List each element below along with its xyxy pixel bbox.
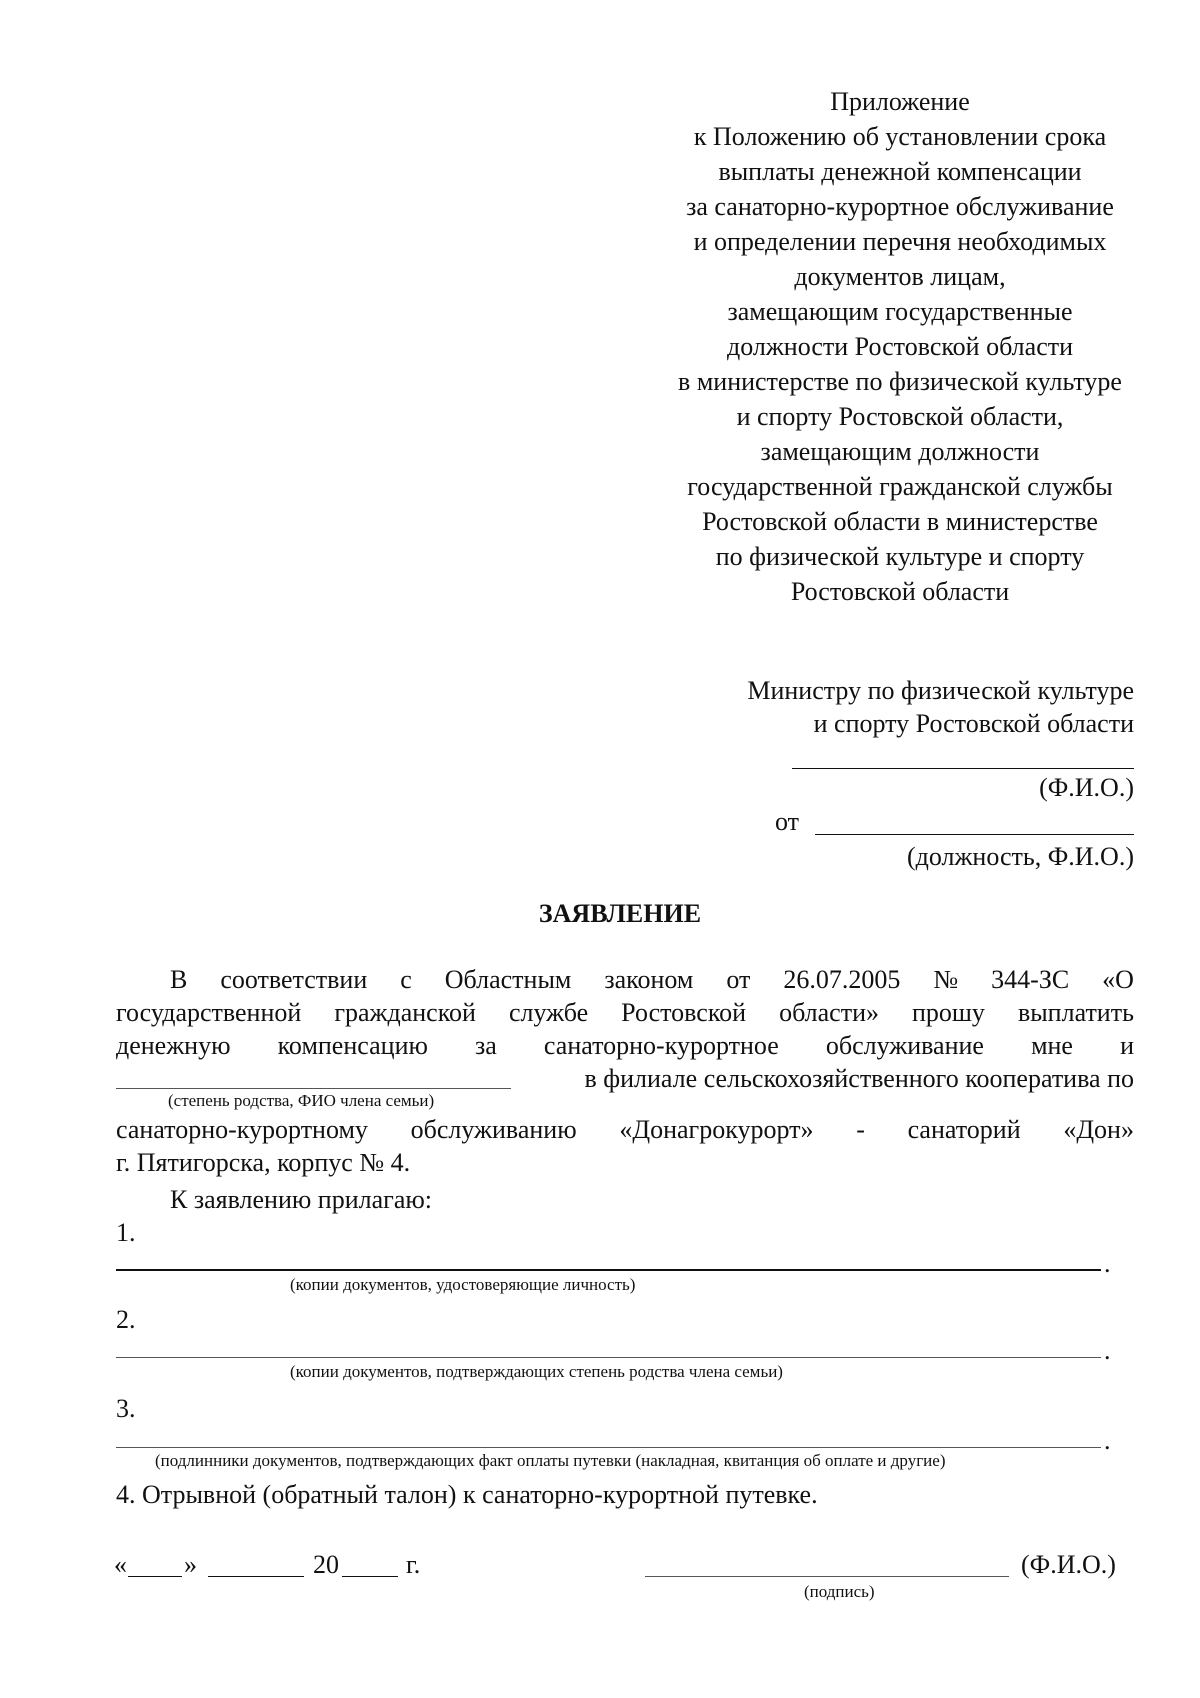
header-line: и спорту Ростовской области, <box>736 402 1064 431</box>
word: службе <box>508 998 589 1027</box>
attachment-1-dot: . <box>1104 1249 1111 1278</box>
attachment-1-number: 1. <box>116 1218 136 1247</box>
word: выплатить <box>1017 998 1134 1027</box>
word: «О <box>1102 965 1134 994</box>
body-line-6: г. Пятигорска, корпус № 4. <box>116 1148 411 1177</box>
attachment-2-caption: (копии документов, подтверждающих степень родства члена семьи) <box>290 1362 783 1381</box>
word: государственной <box>116 998 302 1027</box>
attachment-2-dot: . <box>1104 1336 1111 1365</box>
word: обслуживание <box>825 1031 984 1060</box>
header-line: Ростовской области <box>790 577 1010 606</box>
minister-fio-line[interactable] <box>792 768 1134 769</box>
body-line-1 <box>170 962 1134 997</box>
word: денежную <box>116 1031 231 1060</box>
header-line: к Положению об установлении срока <box>693 122 1107 151</box>
body-line-4-tail: в филиале сельскохозяйственного кооператива по <box>584 1064 1134 1093</box>
header-line: по физической культуре и спорту <box>715 542 1085 571</box>
attachment-3-line[interactable] <box>116 1447 1101 1448</box>
document-title: ЗАЯВЛЕНИЕ <box>538 899 702 928</box>
header-line: должности Ростовской области <box>726 332 1074 361</box>
attachment-2-number: 2. <box>116 1305 136 1334</box>
word: Ростовской <box>621 998 747 1027</box>
body-line-3 <box>116 1028 1134 1063</box>
date-year-suffix: г. <box>406 1550 421 1579</box>
date-year-line[interactable] <box>342 1576 398 1577</box>
word: № <box>933 965 959 994</box>
signature-caption: (подпись) <box>804 1582 875 1601</box>
minister-fio-caption: (Ф.И.О.) <box>1039 773 1134 802</box>
word: соответствии <box>220 965 368 994</box>
word: мне <box>1031 1031 1073 1060</box>
header-line: замещающим должности <box>760 437 1040 466</box>
word: «Дон» <box>1063 1115 1134 1144</box>
date-quote-open: « <box>114 1550 127 1579</box>
header-line: за санаторно-курортное обслуживание <box>686 192 1114 221</box>
word: обслуживанию <box>410 1115 577 1144</box>
word: с <box>400 965 412 994</box>
attachment-3-dot: . <box>1104 1426 1111 1455</box>
addressee-line-1: Министру по физической культуре <box>747 676 1134 705</box>
header-line: документов лицам, <box>794 262 1006 291</box>
header-line: выплаты денежной компенсации <box>718 157 1082 186</box>
date-month-line[interactable] <box>208 1576 304 1577</box>
attachments-intro: К заявлению прилагаю: <box>170 1185 433 1214</box>
header-line: Приложение <box>830 87 970 116</box>
date-day-line[interactable] <box>128 1576 182 1577</box>
attachment-4: 4. Отрывной (обратный талон) к санаторно-курортной путевке. <box>116 1480 818 1509</box>
word: Областным <box>444 965 572 994</box>
addressee-line-2: и спорту Ростовской области <box>813 709 1134 738</box>
word: прошу <box>912 998 985 1027</box>
from-label: от <box>775 807 800 836</box>
header-line: в министерстве по физической культуре <box>678 367 1122 396</box>
from-caption: (должность, Ф.И.О.) <box>906 842 1134 871</box>
word: «Донагрокурорт» <box>619 1115 814 1144</box>
relative-line[interactable] <box>116 1088 511 1089</box>
word: гражданской <box>334 998 476 1027</box>
word: В <box>170 965 188 994</box>
attachment-3-caption: (подлинники документов, подтверждающих факт оплаты путевки (накладная, квитанция об оплате и другие) <box>155 1451 946 1470</box>
attachment-3-number: 3. <box>116 1394 136 1423</box>
date-quote-close: » <box>184 1550 197 1579</box>
signature-fio: (Ф.И.О.) <box>1021 1550 1116 1579</box>
word: за <box>475 1031 497 1060</box>
relative-caption: (степень родства, ФИО члена семьи) <box>168 1091 435 1110</box>
word: от <box>726 965 751 994</box>
signature-line[interactable] <box>645 1576 1009 1577</box>
word: санаторий <box>907 1115 1021 1144</box>
appendix-header <box>640 84 1160 609</box>
header-line: и определении перечня необходимых <box>693 227 1107 256</box>
word: 344-ЗС <box>991 965 1070 994</box>
attachment-1-caption: (копии документов, удостоверяющие личность) <box>290 1275 636 1294</box>
word: 26.07.2005 <box>783 965 901 994</box>
attachment-2-line[interactable] <box>116 1357 1101 1358</box>
word: области» <box>779 998 879 1027</box>
header-line: государственной гражданской службы <box>687 472 1113 501</box>
from-line[interactable] <box>815 834 1134 835</box>
word: санаторно-курортное <box>543 1031 779 1060</box>
body-line-5 <box>116 1112 1134 1147</box>
word: и <box>1120 1031 1134 1060</box>
header-line: замещающим государственные <box>727 297 1073 326</box>
body-line-2 <box>116 995 1134 1030</box>
date-year-prefix: 20 <box>313 1550 339 1579</box>
header-line: Ростовской области в министерстве <box>702 507 1098 536</box>
attachment-1-line[interactable] <box>116 1269 1101 1271</box>
word: - <box>856 1115 865 1144</box>
word: санаторно-курортному <box>116 1115 368 1144</box>
word: законом <box>604 965 694 994</box>
word: компенсацию <box>277 1031 428 1060</box>
